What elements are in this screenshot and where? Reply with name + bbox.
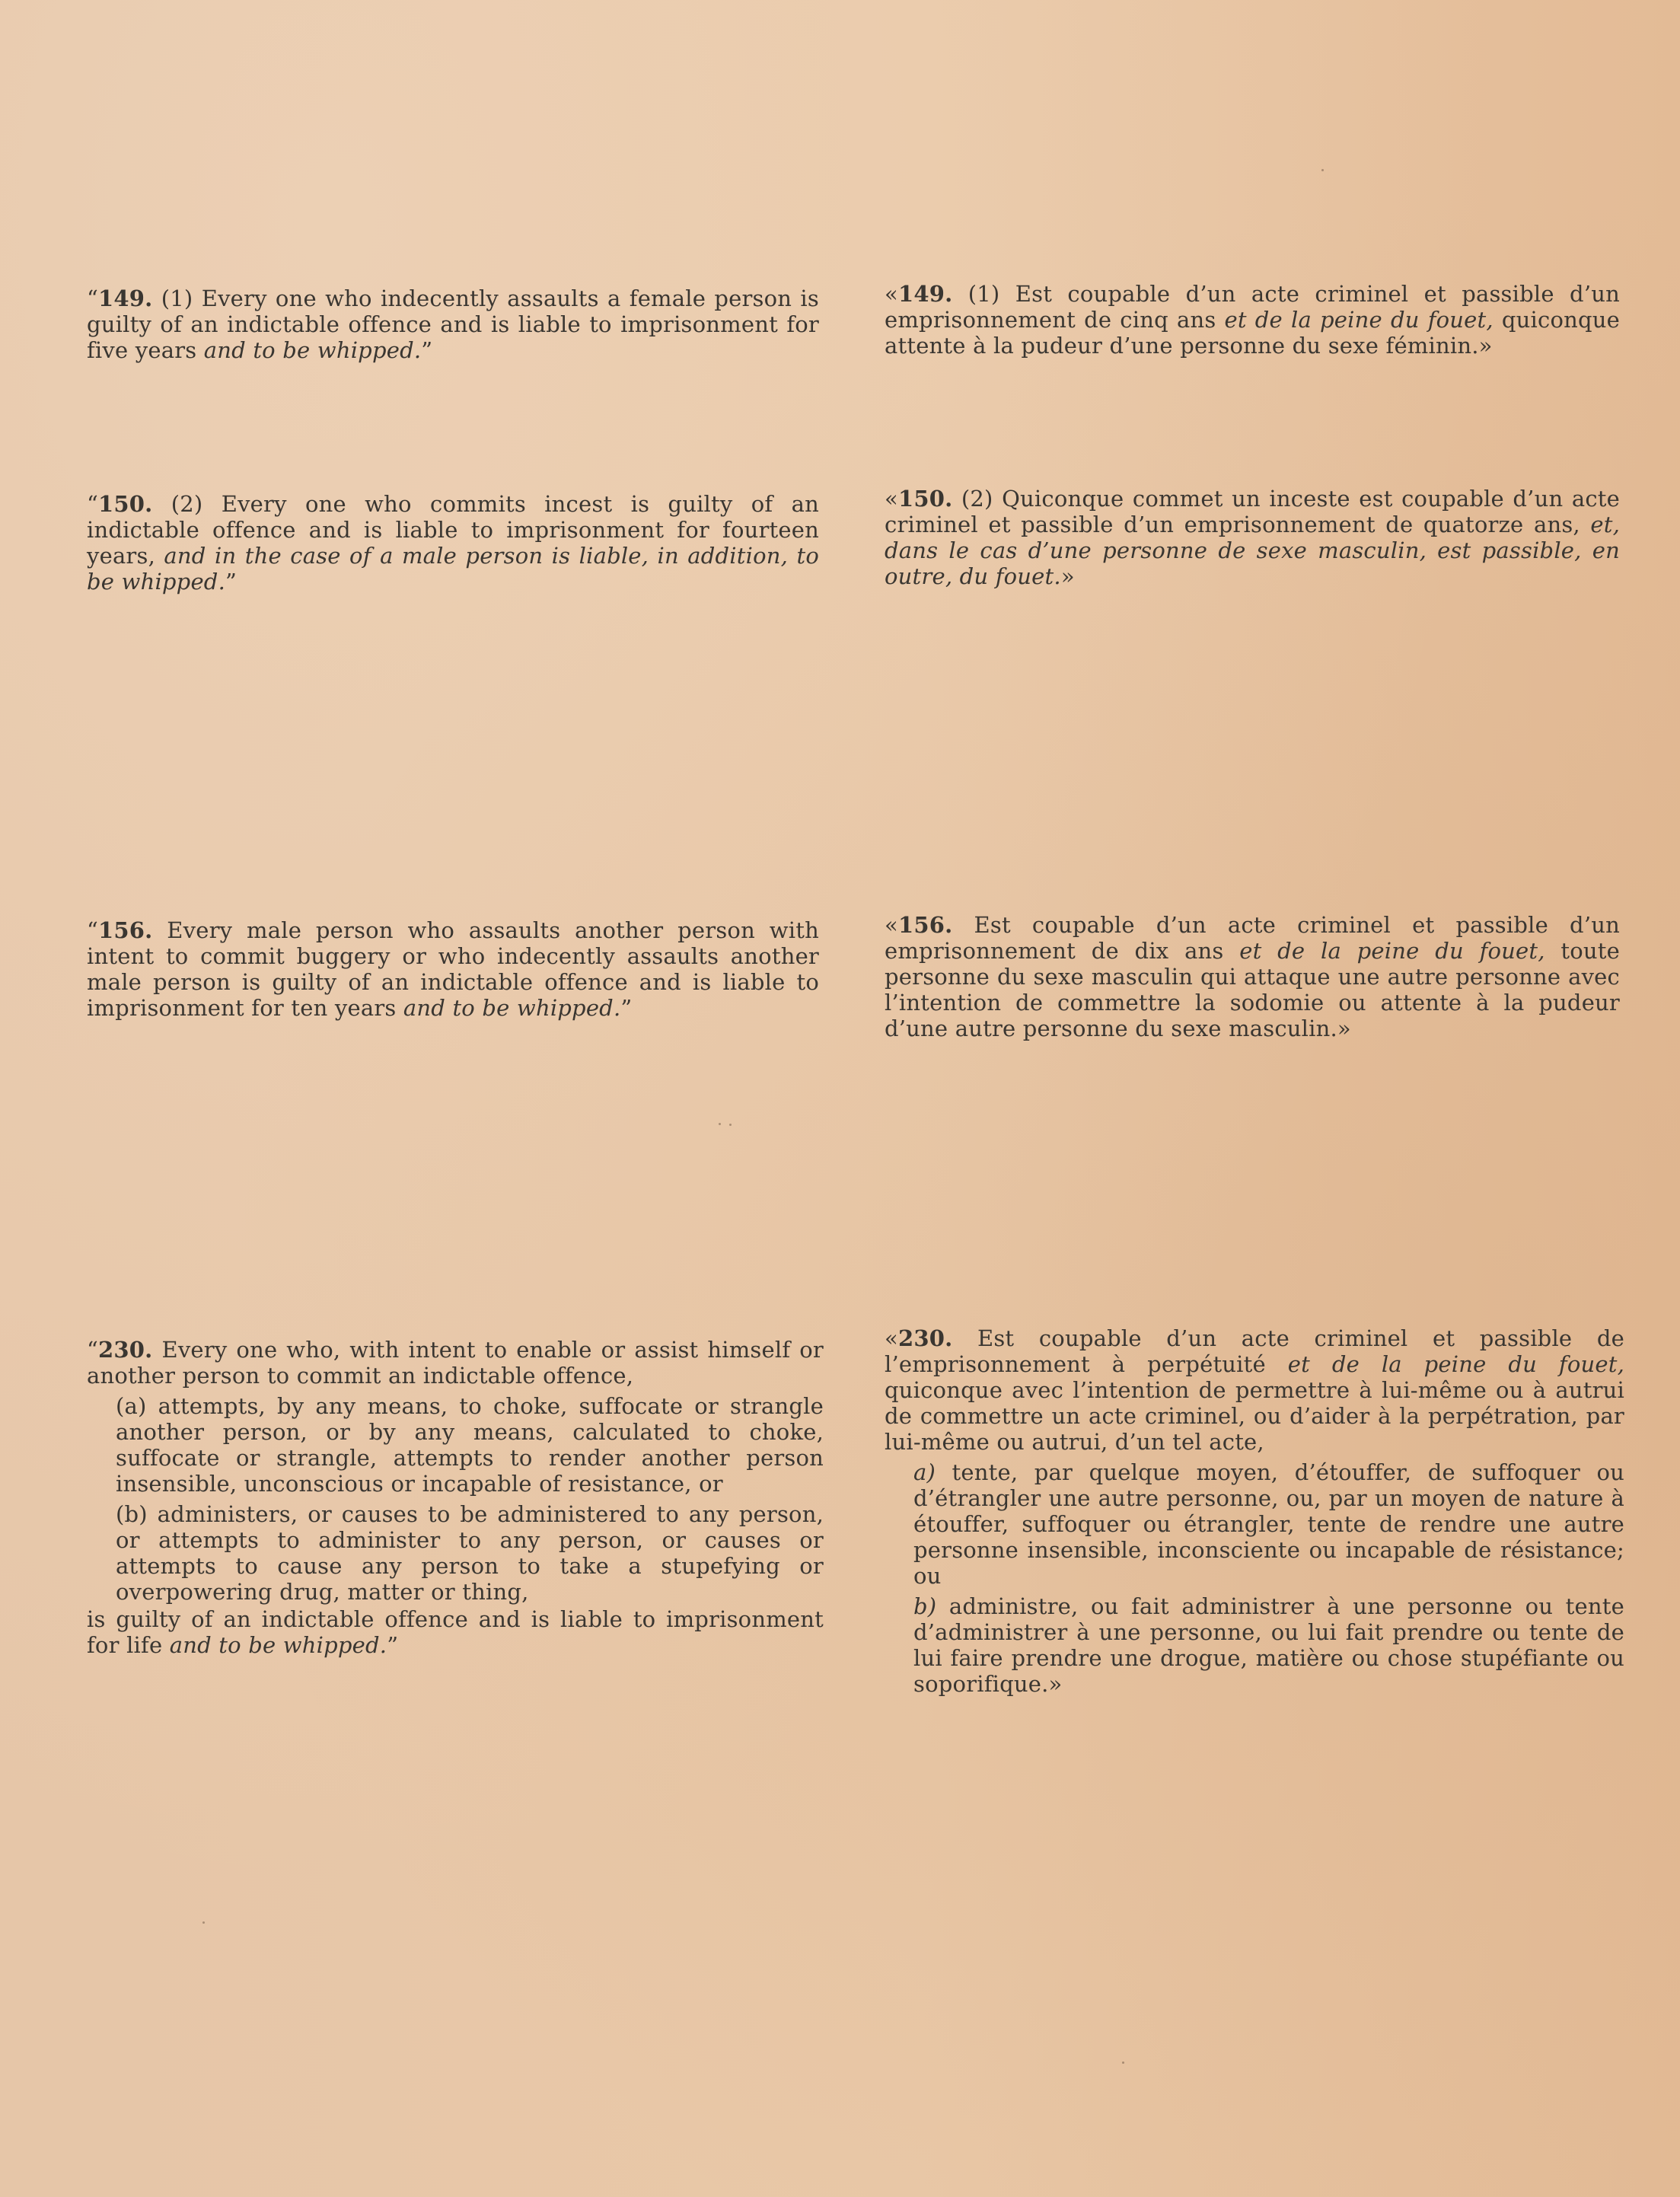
en-230-para-b: (b) administers, or causes to be administered to any person, or attempts to administer to any person, or causes or attempts to cause any person to take a stupefying or overpowering drug, matter or thing, [116,1501,824,1605]
en-section-149: “149. (1) Every one who indecently assaults a female person is guilty of an indictable offence and is liable to imprisonment for five years and to be whipped.” [87,285,819,363]
paper-speck [729,1124,732,1126]
fr-section-150: «150. (2) Quiconque commet un inceste est coupable d’un acte criminel et passible d’un emprisonnement de quatorze ans, et, dans le cas d’une personne de sexe masculin, est passible, en outre, du fouet.» [885,486,1620,589]
section-number: 150. [98,491,153,517]
paper-speck [719,1123,721,1125]
section-number: 230. [98,1337,153,1363]
en-section-150: “150. (2) Every one who commits incest is guilty of an indictable offence and is liable to imprisonment for fourteen years, and in the case of a male person is liable, in addition, to be whipped.” [87,491,819,595]
fr-230-para-b: b) administre, ou fait administrer à une personne ou tente d’administrer à une personne, ou lui fait prendre ou tente de lui faire prendre une drogue, matière ou chose stupéfiante ou soporifique.» [913,1593,1624,1697]
en-section-156: “156. Every male person who assaults another person with intent to commit buggery or who indecently assaults another male person is guilty of an indictable offence and is liable to imprisonment for ten years and to be whipped.” [87,917,819,1021]
section-number: 149. [897,281,953,307]
fr-section-156: «156. Est coupable d’un acte criminel et passible d’un emprisonnement de dix ans et de la peine du fouet, toute personne du sexe masculin qui attaque une autre personne avec l’intention de commettre la sodomie ou attente à la pudeur d’une autre personne du sexe masculin.» [885,912,1621,1041]
section-number: 156. [98,917,153,943]
en-section-230 [87,1337,824,1658]
paper-speck [1321,169,1324,171]
en-230-para-a: (a) attempts, by any means, to choke, suffocate or strangle another person, or by any means, calculated to choke, suffocate or strangle, attempts to render another person insensible, unconscious or incapable of resistance, or [116,1393,824,1497]
fr-230-intro: «230. Est coupable d’un acte criminel et passible de l’emprisonnement à perpétuité et de la peine du fouet, quiconque avec l’intention de permettre à lui-même ou à autrui de commettre un acte criminel, ou d’aider à la perpétration, par lui-même ou autrui, d’un tel acte, [885,1325,1624,1455]
fr-section-230 [885,1325,1624,1697]
fr-section-149: «149. (1) Est coupable d’un acte criminel et passible d’un emprisonnement de cinq ans et de la peine du fouet, quiconque attente à la pudeur d’une personne du sexe féminin.» [885,281,1620,359]
en-230-intro: “230. Every one who, with intent to enable or assist himself or another person to commit an indictable offence, [87,1337,824,1389]
paper-speck [202,1921,205,1924]
section-number: 150. [897,486,953,512]
fr-230-para-a: a) tente, par quelque moyen, d’étouffer, de suffoquer ou d’étrangler une autre personne, ou, par un moyen de nature à étouffer, suffoquer ou étrangler, tente de rendre une autre personne insensible, inconsciente ou incapable de résistance; ou [913,1459,1624,1589]
en-230-tail: is guilty of an indictable offence and is liable to imprisonment for life and to be whipped.” [87,1606,824,1658]
section-number: 149. [98,285,153,311]
section-number: 156. [897,912,953,938]
section-number: 230. [897,1325,953,1351]
paper-speck [1122,2061,1124,2064]
